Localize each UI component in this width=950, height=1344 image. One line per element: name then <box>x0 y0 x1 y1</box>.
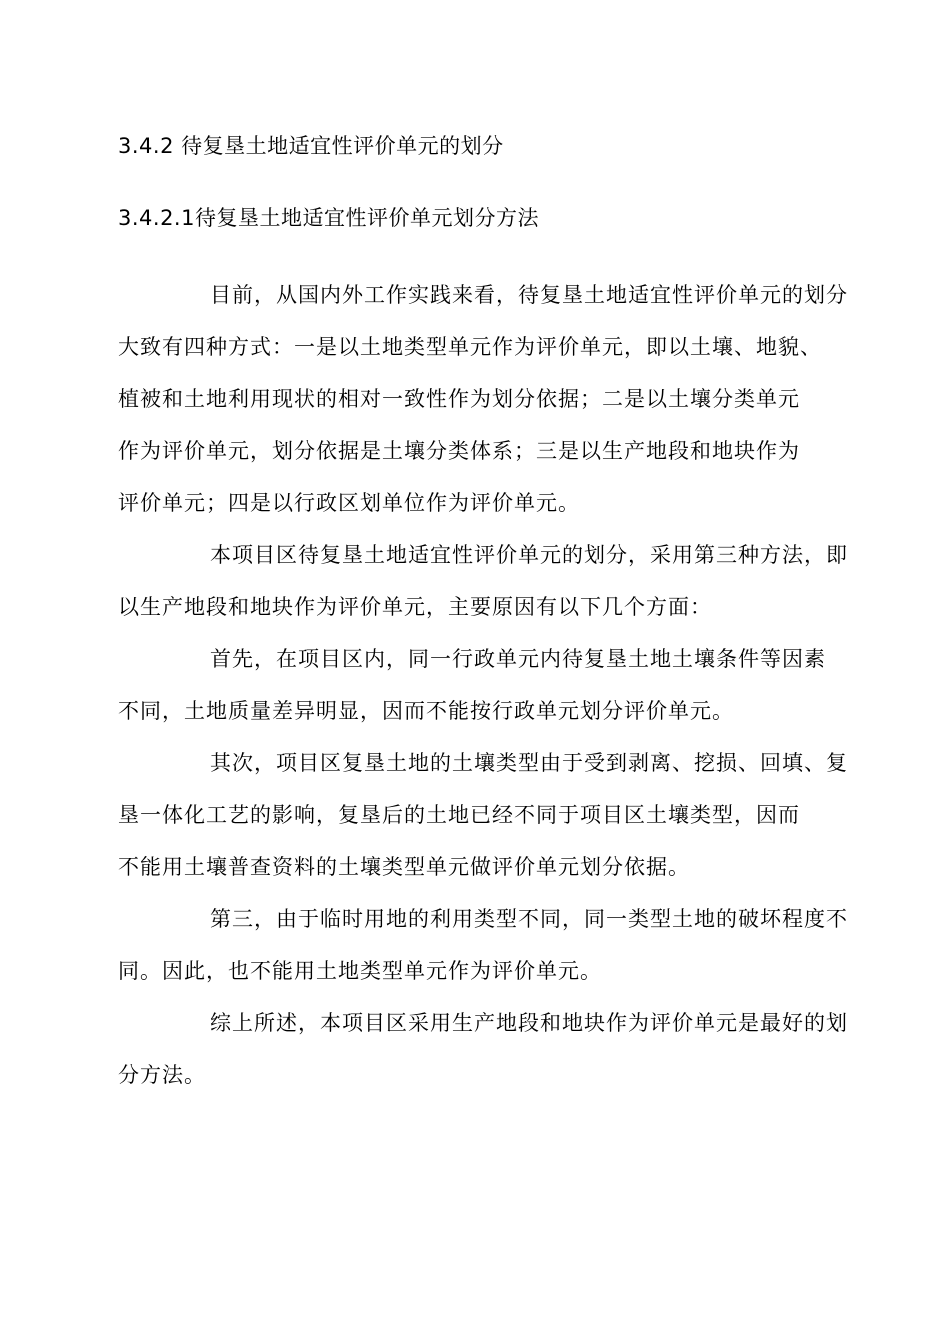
paragraph-line: 不能用土壤普查资料的土壤类型单元做评价单元划分依据。 <box>118 855 690 879</box>
paragraph-line: 第三，由于临时用地的利用类型不同，同一类型土地的破坏程度不 <box>210 907 848 931</box>
paragraph-line: 垦一体化工艺的影响，复垦后的土地已经不同于项目区土壤类型，因而 <box>118 803 800 827</box>
paragraph-line: 作为评价单元，划分依据是土壤分类体系；三是以生产地段和地块作为 <box>118 439 800 463</box>
paragraph-line: 不同，土地质量差异明显，因而不能按行政单元划分评价单元。 <box>118 699 734 723</box>
paragraph-3 <box>118 634 838 736</box>
paragraph-line: 综上所述，本项目区采用生产地段和地块作为评价单元是最好的划 <box>210 1011 848 1035</box>
paragraph-4 <box>118 738 848 892</box>
paragraph-line: 植被和土地利用现状的相对一致性作为划分依据；二是以土壤分类单元 <box>118 387 800 411</box>
paragraph-line: 分方法。 <box>118 1063 206 1087</box>
subsection-heading-3-4-2-1: 3.4.2.1待复垦土地适宜性评价单元划分方法 <box>118 206 539 230</box>
paragraph-1 <box>118 270 848 528</box>
paragraph-line: 大致有四种方式：一是以土地类型单元作为评价单元，即以土壤、地貌、 <box>118 335 822 359</box>
paragraph-5 <box>118 894 848 996</box>
section-heading-3-4-2: 3.4.2 待复垦土地适宜性评价单元的划分 <box>118 134 504 158</box>
paragraph-6 <box>118 998 848 1100</box>
paragraph-line: 同。因此，也不能用土地类型单元作为评价单元。 <box>118 959 602 983</box>
paragraph-line: 其次，项目区复垦土地的土壤类型由于受到剥离、挖损、回填、复 <box>210 751 848 775</box>
body-text <box>118 270 848 1102</box>
paragraph-line: 首先，在项目区内，同一行政单元内待复垦土地土壤条件等因素 <box>210 647 826 671</box>
paragraph-2 <box>118 530 848 632</box>
paragraph-line: 本项目区待复垦土地适宜性评价单元的划分，采用第三种方法，即 <box>210 543 848 567</box>
paragraph-line: 评价单元；四是以行政区划单位作为评价单元。 <box>118 491 580 515</box>
paragraph-line: 以生产地段和地块作为评价单元，主要原因有以下几个方面： <box>118 595 712 619</box>
paragraph-line: 目前，从国内外工作实践来看，待复垦土地适宜性评价单元的划分 <box>210 283 848 307</box>
